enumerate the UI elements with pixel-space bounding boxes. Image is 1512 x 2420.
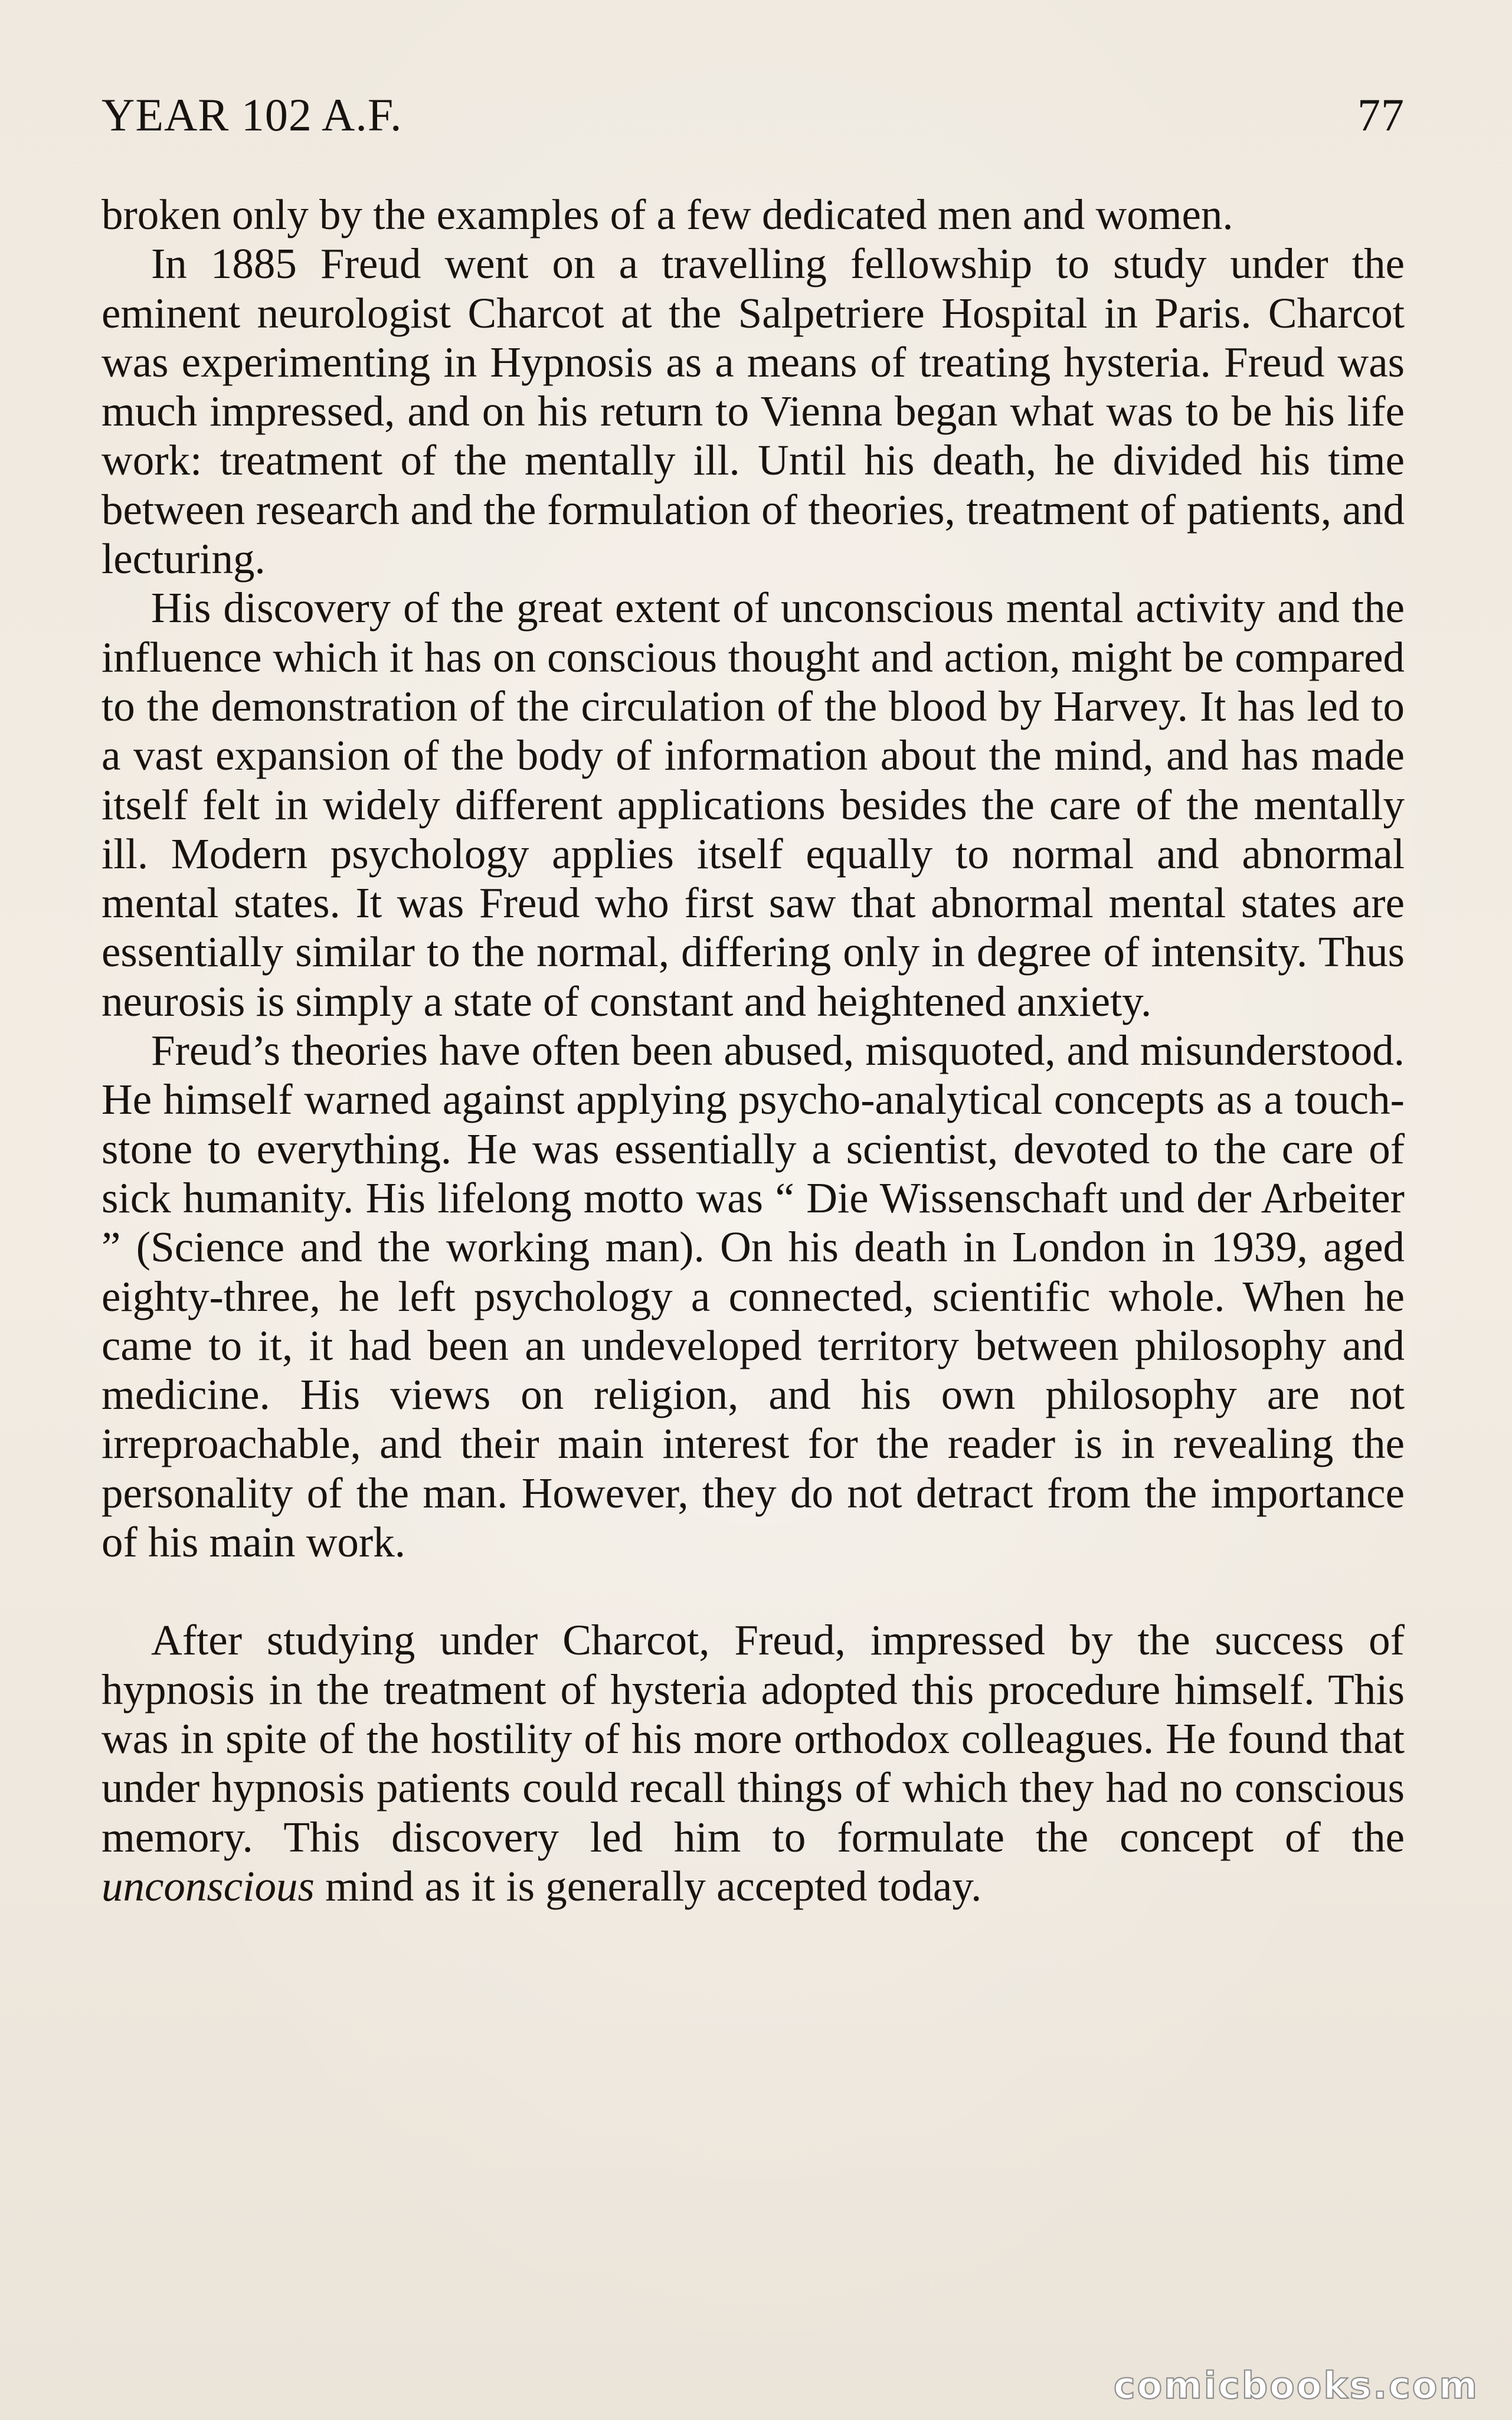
paragraph-hypnosis-text: After studying under Charcot, Freud, impressed by the success of hypnosis in the treatment of hysteria adopted this procedure himself. This was in spite of the hostility of his more orthodox colleagues. He found that under hypnosis patients could recall things of which they had no conscious memory. This discovery led him to formulate the concept of the — [102, 1616, 1405, 1861]
paragraph-unconscious-discovery: His discovery of the great extent of unconscious mental activity and the influence which it has on conscious thought and action, might be compared to the demonstration of the circulation of the blood by Harvey. It has led to a vast expansion of the body of information about the mind, and has made itself felt in widely different applications besides the care of the mentally ill. Modern psychology applies itself equally to normal and abnormal mental states. It was Freud who first saw that abnormal mental states are essentially similar to the normal, differing only in degree of intensity. Thus neurosis is simply a state of constant and heightened anxiety. — [102, 584, 1405, 1025]
paragraph-charcot-fellowship: In 1885 Freud went on a travelling fellowship to study under the eminent neurologist Charcot at the Salpetriere Hospital in Paris. Charcot was experimenting in Hypnosis as a means of treating hysteria. Freud was much impressed, and on his return to Vienna began what was to be his life work: treatment of the mentally ill. Until his death, he divided his time between research and the formulation of theories, treatment of patients, and lecturing. — [102, 240, 1405, 583]
paragraph-hypnosis — [102, 1615, 1405, 1911]
paragraph-continuation: broken only by the examples of a few dedicated men and women. — [102, 191, 1233, 238]
paragraph-theories-abused: Freud’s theories have often been abused, misquoted, and misunderstood. He himself warned against applying psycho-analytical concepts as a touch-stone to everything. He was essentially a scientist, devoted to the care of sick humanity. His lifelong motto was “ Die Wissenschaft und der Arbeiter ” (Science and the working man). On his death in London in 1939, aged eighty-three, he left psychology a connected, scientific whole. When he came to it, it had been an undeveloped territory between philosophy and medicine. His views on religion, and his own philosophy are not irreproachable, and their main interest for the reader is in revealing the personality of the man. However, they do not detract from the importance of his main work. — [102, 1026, 1405, 1567]
paragraph-hypnosis-end: mind as it is generally accepted today. — [314, 1862, 982, 1910]
body-text — [102, 190, 1405, 1911]
page-number: 77 — [1357, 89, 1405, 140]
italic-unconscious: unconscious — [102, 1862, 315, 1910]
running-title: YEAR 102 A.F. — [102, 89, 402, 140]
watermark: comicbooks.com — [1113, 2364, 1479, 2407]
page-header — [102, 89, 1405, 153]
